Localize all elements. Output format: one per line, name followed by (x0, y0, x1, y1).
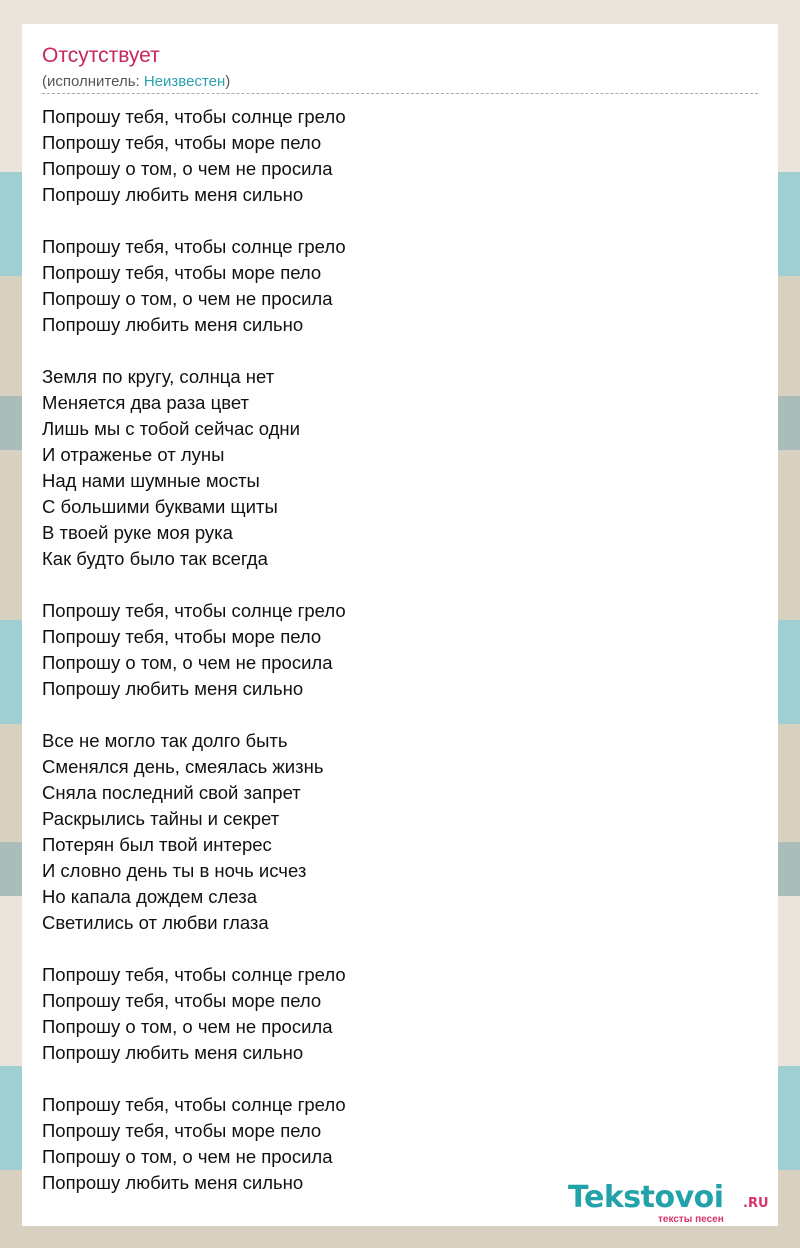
lyric-line: И словно день ты в ночь исчез (42, 860, 307, 881)
stanza (42, 1092, 346, 1196)
artist-suffix: ) (225, 73, 231, 90)
lyric-line: Над нами шумные мосты (42, 470, 260, 491)
lyric-line: Попрошу о том, о чем не просила (42, 158, 333, 179)
lyric-line: Раскрылись тайны и секрет (42, 808, 280, 829)
lyric-line: Попрошу тебя, чтобы море пело (42, 132, 322, 153)
lyric-line: Попрошу тебя, чтобы солнце грело (42, 964, 346, 985)
lyric-line: Попрошу тебя, чтобы солнце грело (42, 236, 346, 257)
stanza-gap (42, 702, 346, 728)
lyric-line: Сняла последний свой запрет (42, 782, 301, 803)
stanza (42, 364, 346, 572)
lyric-line: Светились от любви глаза (42, 912, 269, 933)
logo-tld: .RU (743, 1196, 769, 1211)
stanza (42, 962, 346, 1066)
stanza (42, 598, 346, 702)
stanza-gap (42, 338, 346, 364)
lyric-line: Потерян был твой интерес (42, 834, 272, 855)
artist-link[interactable]: Неизвестен (143, 73, 226, 90)
lyrics-card (22, 24, 778, 1226)
lyric-line: Попрошу тебя, чтобы море пело (42, 262, 322, 283)
lyric-line: Попрошу тебя, чтобы море пело (42, 990, 322, 1011)
lyric-line: Все не могло так долго быть (42, 730, 288, 751)
lyric-line: Попрошу тебя, чтобы море пело (42, 1120, 322, 1141)
divider (42, 93, 758, 94)
lyric-line: Попрошу любить меня сильно (42, 678, 304, 699)
logo-name: Tekstovoi (568, 1180, 724, 1215)
lyric-line: Попрошу тебя, чтобы солнце грело (42, 1094, 346, 1115)
lyric-line: Попрошу любить меня сильно (42, 314, 304, 335)
logo-tagline: тексты песен (658, 1214, 724, 1225)
lyric-line: Но капала дождем слеза (42, 886, 257, 907)
lyric-line: Попрошу о том, о чем не просила (42, 1016, 333, 1037)
lyric-line: И отраженье от луны (42, 444, 225, 465)
stanza-gap (42, 208, 346, 234)
stanza (42, 234, 346, 338)
lyrics-text (42, 104, 346, 1196)
stanza (42, 104, 346, 208)
lyric-line: С большими буквами щиты (42, 496, 278, 517)
lyric-line: Попрошу тебя, чтобы море пело (42, 626, 322, 647)
stanza-gap (42, 1066, 346, 1092)
lyric-line: Попрошу о том, о чем не просила (42, 1146, 333, 1167)
lyric-line: Меняется два раза цвет (42, 392, 249, 413)
lyric-line: Лишь мы с тобой сейчас одни (42, 418, 300, 439)
artist-prefix: (исполнитель: (42, 73, 144, 90)
stanza (42, 728, 346, 936)
lyric-line: Попрошу любить меня сильно (42, 184, 304, 205)
lyric-line: Земля по кругу, солнца нет (42, 366, 275, 387)
lyric-line: Попрошу тебя, чтобы солнце грело (42, 600, 346, 621)
lyric-line: Сменялся день, смеялась жизнь (42, 756, 324, 777)
lyric-line: В твоей руке моя рука (42, 522, 233, 543)
lyric-line: Как будто было так всегда (42, 548, 268, 569)
song-title: Отсутствует (42, 44, 160, 67)
lyric-line: Попрошу о том, о чем не просила (42, 288, 333, 309)
lyric-line: Попрошу тебя, чтобы солнце грело (42, 106, 346, 127)
stanza-gap (42, 572, 346, 598)
stanza-gap (42, 936, 346, 962)
lyric-line: Попрошу о том, о чем не просила (42, 652, 333, 673)
artist-line (42, 73, 230, 90)
lyric-line: Попрошу любить меня сильно (42, 1042, 304, 1063)
lyric-line: Попрошу любить меня сильно (42, 1172, 304, 1193)
site-logo[interactable] (568, 1180, 778, 1228)
